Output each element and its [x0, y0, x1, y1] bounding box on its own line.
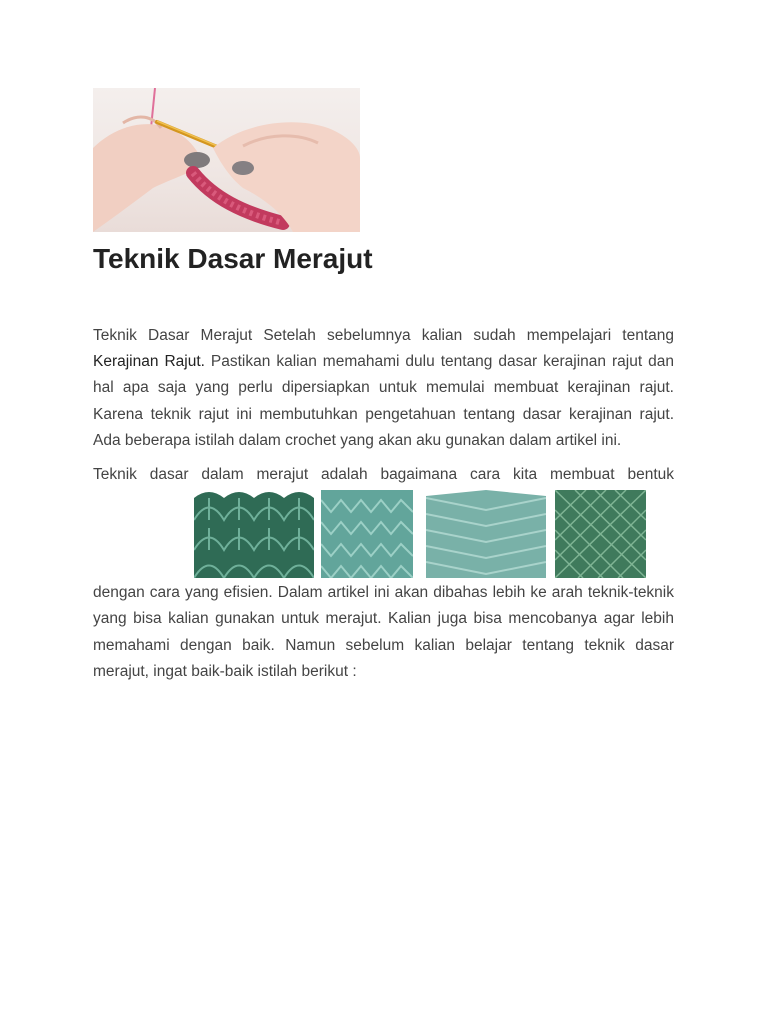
- shell-stitch-swatch-icon: [194, 490, 314, 578]
- crochet-hands-image: [93, 88, 360, 232]
- swatch-mesh: [555, 490, 646, 578]
- mesh-stitch-swatch-icon: [555, 490, 646, 578]
- technique-paragraph-continued: dengan cara yang efisien. Dalam artikel ini akan dibahas lebih ke arah teknik-teknik yang bisa kalian gunakan untuk merajut. Kalian juga bisa mencobanya agar lebih memahami dengan baik. Namun sebelum kalian belajar tentang teknik dasar merajut, ingat baik-baik istilah berikut :: [93, 584, 674, 680]
- kerajinan-rajut-link[interactable]: Kerajinan Rajut.: [93, 353, 205, 371]
- v-stitch-swatch-icon: [321, 490, 413, 578]
- ripple-stitch-swatch-icon: [426, 490, 546, 578]
- stitch-swatches: [93, 490, 674, 580]
- article-title: Teknik Dasar Merajut: [93, 243, 373, 274]
- intro-text: Teknik Dasar Merajut Setelah sebelumnya kalian sudah mempelajari tentang: [93, 327, 674, 344]
- crochet-hands-photo-icon: [93, 88, 360, 232]
- article: [93, 88, 674, 685]
- swatch-ripple: [426, 490, 546, 578]
- intro-paragraph: [93, 323, 674, 454]
- swatch-shell: [194, 490, 314, 578]
- technique-paragraph: Teknik dasar dalam merajut adalah bagaimana cara kita membuat bentuk: [93, 466, 674, 484]
- swatch-v-stitch: [321, 490, 413, 578]
- intro-text-continued: Pastikan kalian memahami dulu tentang dasar kerajinan rajut dan hal apa saja yang perlu dipersiapkan untuk memulai membuat kerajinan rajut. Karena teknik rajut ini membutuhkan pengetahuan tentang dasar kerajinan rajut. Ada beberapa istilah dalam crochet yang akan aku gunakan dalam artikel ini.: [93, 353, 674, 449]
